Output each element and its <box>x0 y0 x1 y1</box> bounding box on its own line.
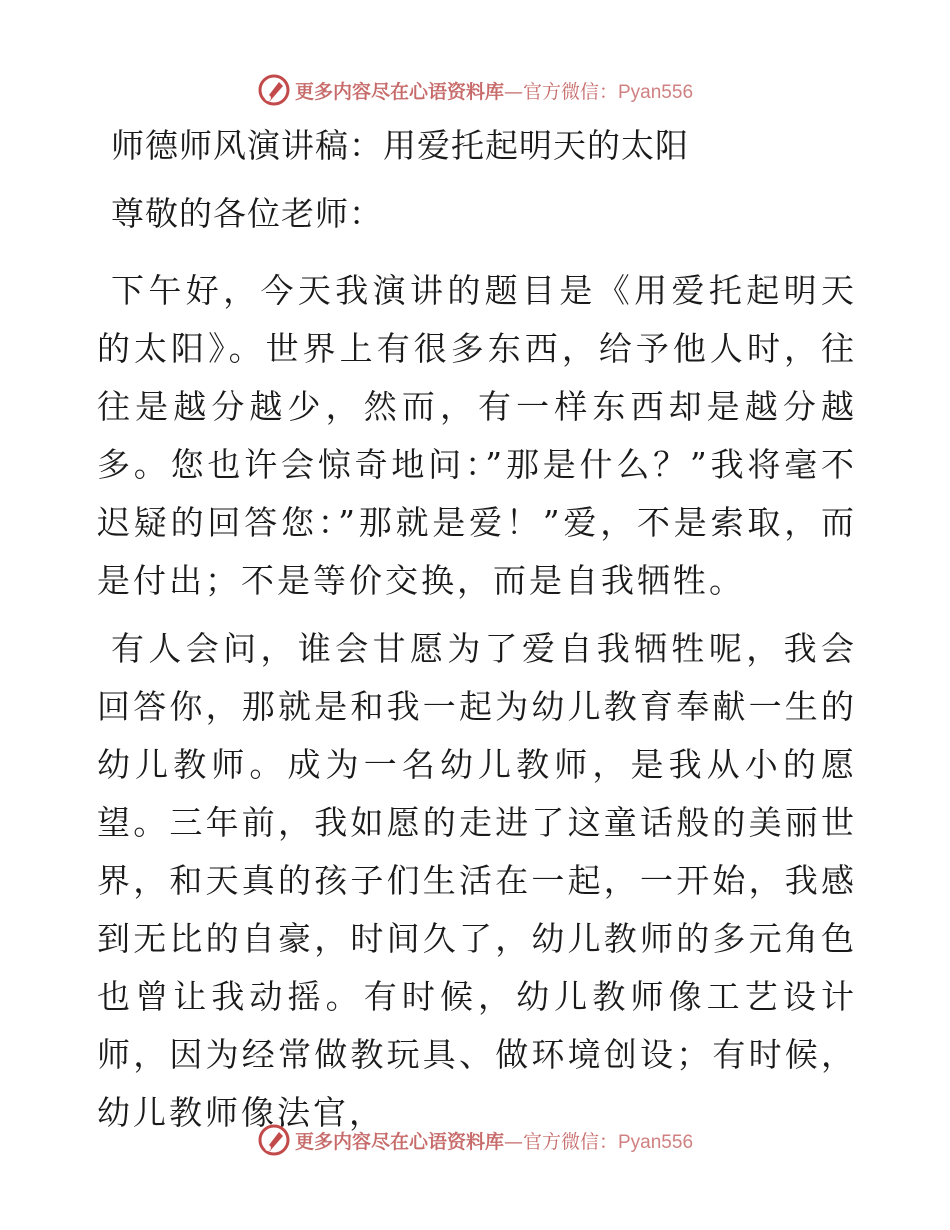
header-banner-main: 更多内容尽在心语资料库 <box>294 80 504 103</box>
paragraph-1: 下午好，今天我演讲的题目是《用爱托起明天的太阳》。世界上有很多东西，给予他人时，往往是越分越少，然而，有一样东西却是越分越多。您也许会惊奇地问：”那是什么？”我将毫不迟疑的回答您：”那就是爱！”爱，不是索取，而是付出；不是等价交换，而是自我牺牲。 <box>97 271 857 600</box>
header-banner-text <box>295 77 693 104</box>
footer-banner-wechat-label: 官方微信： <box>522 1130 618 1153</box>
footer-banner-wechat-id: Pyan556 <box>618 1131 694 1153</box>
document-body <box>97 122 857 1152</box>
header-banner-wechat-id: Pyan556 <box>618 81 694 103</box>
header-banner-wechat-label: 官方微信： <box>522 80 618 103</box>
document-greeting: 尊敬的各位老师： <box>111 194 383 233</box>
paragraph-2: 有人会问，谁会甘愿为了爱自我牺牲呢，我会回答你，那就是和我一起为幼儿教育奉献一生的幼儿教师。成为一名幼儿教师，是我从小的愿望。三年前，我如愿的走进了这童话般的美丽世界，和天真的孩子们生活在一起，一开始，我感到无比的自豪，时间久了，幼儿教师的多元角色也曾让我动摇。有时候，幼儿教师像工艺设计师，因为经常做教玩具、做环境创设；有时候，幼儿教师像法官， <box>97 629 857 1132</box>
pen-nib-logo-icon <box>257 73 291 107</box>
header-banner <box>0 70 950 110</box>
header-banner-dash: — <box>503 80 523 103</box>
document-title: 师德师风演讲稿：用爱托起明天的太阳 <box>111 126 689 165</box>
pen-nib-logo-icon <box>257 1123 291 1157</box>
footer-banner <box>0 1120 950 1160</box>
footer-banner-text <box>295 1127 693 1154</box>
footer-banner-main: 更多内容尽在心语资料库 <box>294 1130 504 1153</box>
footer-banner-dash: — <box>503 1130 523 1153</box>
